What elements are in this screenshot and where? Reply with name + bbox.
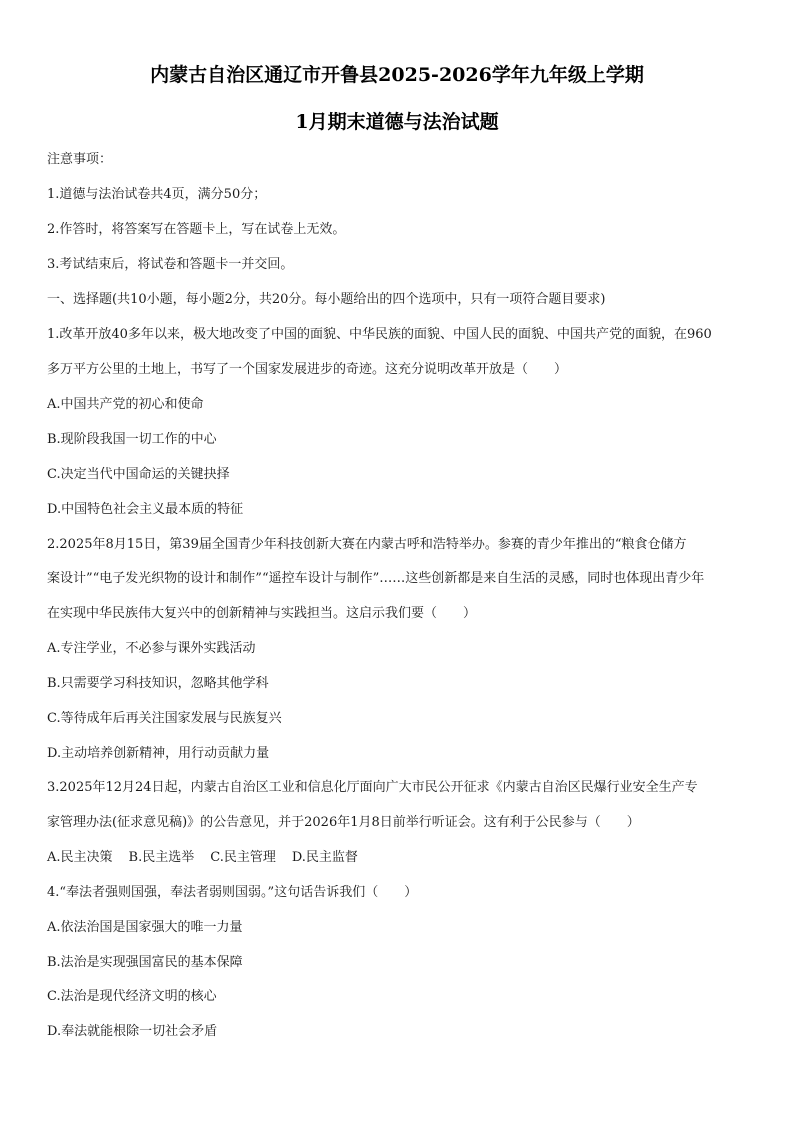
question-1-stem: 多万平方公里的土地上，书写了一个国家发展进步的奇迹。这充分说明改革开放是（ ） bbox=[47, 362, 568, 377]
question-2-stem: 案设计”“电子发光织物的设计和制作”“遥控车设计与制作”……这些创新都是来自生活的灵感，同时也体现出青少年 bbox=[47, 571, 705, 586]
question-2-option-b: B.只需要学习科技知识，忽略其他学科 bbox=[47, 676, 269, 691]
question-1-option-d: D.中国特色社会主义最本质的特征 bbox=[47, 502, 244, 517]
question-2-option-a: A.专注学业，不必参与课外实践活动 bbox=[47, 641, 256, 656]
question-4-option-b: B.法治是实现强国富民的基本保障 bbox=[47, 955, 243, 970]
question-2-option-c: C.等待成年后再关注国家发展与民族复兴 bbox=[47, 711, 282, 726]
question-3-option-a: A.民主决策 bbox=[47, 850, 113, 865]
question-2-stem: 在实现中华民族伟大复兴中的创新精神与实践担当。这启示我们要（ ） bbox=[47, 606, 477, 621]
note-item: 2.作答时，将答案写在答题卡上，写在试卷上无效。 bbox=[47, 222, 346, 237]
question-3-stem: 家管理办法(征求意见稿)》的公告意见，并于2026年1月8日前举行听证会。这有利于公民参与（ ） bbox=[47, 815, 640, 830]
exam-title-line-2: 1月期末道德与法治试题 bbox=[295, 111, 499, 133]
question-3-options bbox=[47, 849, 374, 867]
question-4-option-c: C.法治是现代经济文明的核心 bbox=[47, 989, 217, 1004]
question-1-option-a: A.中国共产党的初心和使命 bbox=[47, 397, 204, 412]
question-2-stem: 2.2025年8月15日，第39届全国青少年科技创新大赛在内蒙古呼和浩特举办。参赛的青少年推出的“粮食仓储方 bbox=[47, 537, 687, 552]
exam-title-line-1: 内蒙古自治区通辽市开鲁县2025-2026学年九年级上学期 bbox=[150, 64, 644, 86]
question-1-option-c: C.决定当代中国命运的关键抉择 bbox=[47, 467, 230, 482]
question-1-option-b: B.现阶段我国一切工作的中心 bbox=[47, 432, 217, 447]
question-4-stem: 4.“奉法者强则国强，奉法者弱则国弱。”这句话告诉我们（ ） bbox=[47, 885, 418, 900]
section-heading: 一、选择题(共10小题，每小题2分，共20分。每小题给出的四个选项中，只有一项符合题目要求) bbox=[47, 292, 606, 307]
question-2-option-d: D.主动培养创新精神，用行动贡献力量 bbox=[47, 746, 270, 761]
question-3-option-c: C.民主管理 bbox=[210, 850, 276, 865]
question-3-stem: 3.2025年12月24日起，内蒙古自治区工业和信息化厅面向广大市民公开征求《内蒙古自治区民爆行业安全生产专 bbox=[47, 780, 698, 795]
question-3-option-b: B.民主选举 bbox=[128, 850, 195, 865]
notes-heading: 注意事项： bbox=[47, 152, 113, 167]
question-4-option-a: A.依法治国是国家强大的唯一力量 bbox=[47, 920, 243, 935]
note-item: 3.考试结束后，将试卷和答题卡一并交回。 bbox=[47, 257, 294, 272]
note-item: 1.道德与法治试卷共4页，满分50分； bbox=[47, 187, 267, 202]
question-1-stem: 1.改革开放40多年以来，极大地改变了中国的面貌、中华民族的面貌、中国人民的面貌、中国共产党的面貌，在960 bbox=[47, 327, 712, 342]
question-4-option-d: D.奉法就能根除一切社会矛盾 bbox=[47, 1024, 218, 1039]
question-3-option-d: D.民主监督 bbox=[291, 850, 358, 865]
